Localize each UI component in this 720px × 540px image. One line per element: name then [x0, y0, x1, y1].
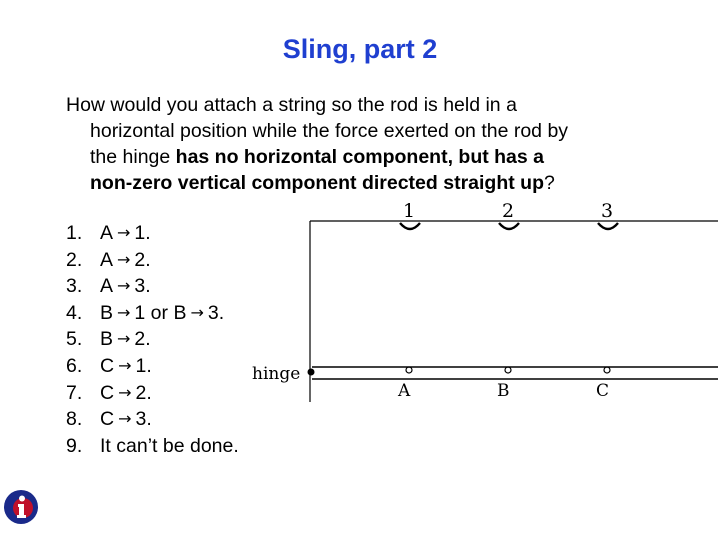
ring-b-icon [505, 367, 511, 373]
arrow-icon: → [117, 276, 131, 296]
hook-2-icon [499, 223, 519, 229]
choice-text: It can’t be done. [100, 434, 239, 457]
choice-from: C [100, 408, 115, 431]
question-line-4-end: ? [543, 172, 555, 194]
info-logo-icon [2, 488, 40, 526]
ring-c-icon [604, 367, 610, 373]
arrow-icon: → [117, 302, 131, 322]
choice-9[interactable] [66, 433, 239, 460]
choice-2[interactable] [66, 247, 239, 274]
question-line-3-plain: the hinge [90, 146, 176, 168]
choice-from: C [100, 354, 115, 377]
choice-5[interactable] [66, 326, 239, 353]
choice-6[interactable] [66, 353, 239, 380]
choice-7[interactable] [66, 380, 239, 407]
question-text [66, 92, 706, 196]
question-line-3-bold: has no horizontal component, but has a [175, 146, 545, 168]
top-label-1: 1 [403, 200, 416, 222]
choice-number: 5. [66, 328, 83, 351]
choice-to: 2. [134, 328, 151, 351]
arrow-icon: → [117, 249, 131, 269]
question-line-4-bold: non-zero vertical component directed straight up [90, 172, 544, 194]
hinge-label: hinge [252, 364, 301, 384]
choice-to: 1. [134, 222, 151, 244]
choice-number: 6. [66, 354, 83, 377]
choice-number: 9. [66, 434, 83, 457]
choice-to-2: 3. [207, 301, 225, 324]
choice-to: 3. [134, 275, 151, 298]
choice-number: 1. [66, 222, 83, 244]
slide-title: Sling, part 2 [282, 34, 438, 64]
choice-number: 2. [66, 248, 83, 271]
choice-number: 4. [66, 301, 83, 324]
question-line-3 [66, 144, 706, 170]
arrow-icon: → [118, 382, 132, 402]
choice-number: 7. [66, 381, 83, 404]
ring-a-icon [406, 367, 412, 373]
choice-from: C [100, 381, 115, 404]
choice-3[interactable] [66, 273, 239, 300]
choice-4[interactable] [66, 300, 239, 327]
choice-from: A [100, 275, 114, 298]
rod-label-b: B [497, 381, 510, 401]
hook-1-icon [400, 223, 420, 229]
arrow-icon: → [190, 302, 204, 322]
choice-to: 3. [135, 408, 152, 431]
top-label-3: 3 [601, 200, 614, 222]
choice-from: B [100, 301, 114, 324]
rod-label-a: A [398, 381, 411, 401]
choice-to: 1 or B [134, 301, 187, 324]
choice-from: A [100, 222, 114, 244]
top-label-2: 2 [502, 200, 515, 222]
choice-from: A [100, 248, 114, 271]
hook-3-icon [598, 223, 618, 229]
arrow-icon: → [117, 223, 131, 242]
choice-1[interactable] [66, 220, 239, 247]
choice-to: 1. [135, 354, 152, 377]
choice-number: 3. [66, 275, 83, 298]
arrow-icon: → [118, 409, 132, 429]
choice-to: 2. [134, 248, 151, 271]
arrow-icon: → [117, 329, 131, 349]
rod-label-c: C [596, 381, 610, 401]
choice-8[interactable] [66, 406, 239, 433]
sling-diagram [248, 196, 718, 408]
answer-choices [66, 220, 239, 459]
arrow-icon: → [118, 355, 132, 375]
choice-number: 8. [66, 408, 83, 431]
choice-from: B [100, 328, 114, 351]
question-line-1: How would you attach a string so the rod is held in a [66, 94, 517, 116]
question-line-2: horizontal position while the force exerted on the rod by [90, 120, 569, 142]
hinge-pivot-icon [308, 369, 315, 376]
choice-to: 2. [135, 381, 152, 404]
question-line-4 [66, 170, 706, 196]
